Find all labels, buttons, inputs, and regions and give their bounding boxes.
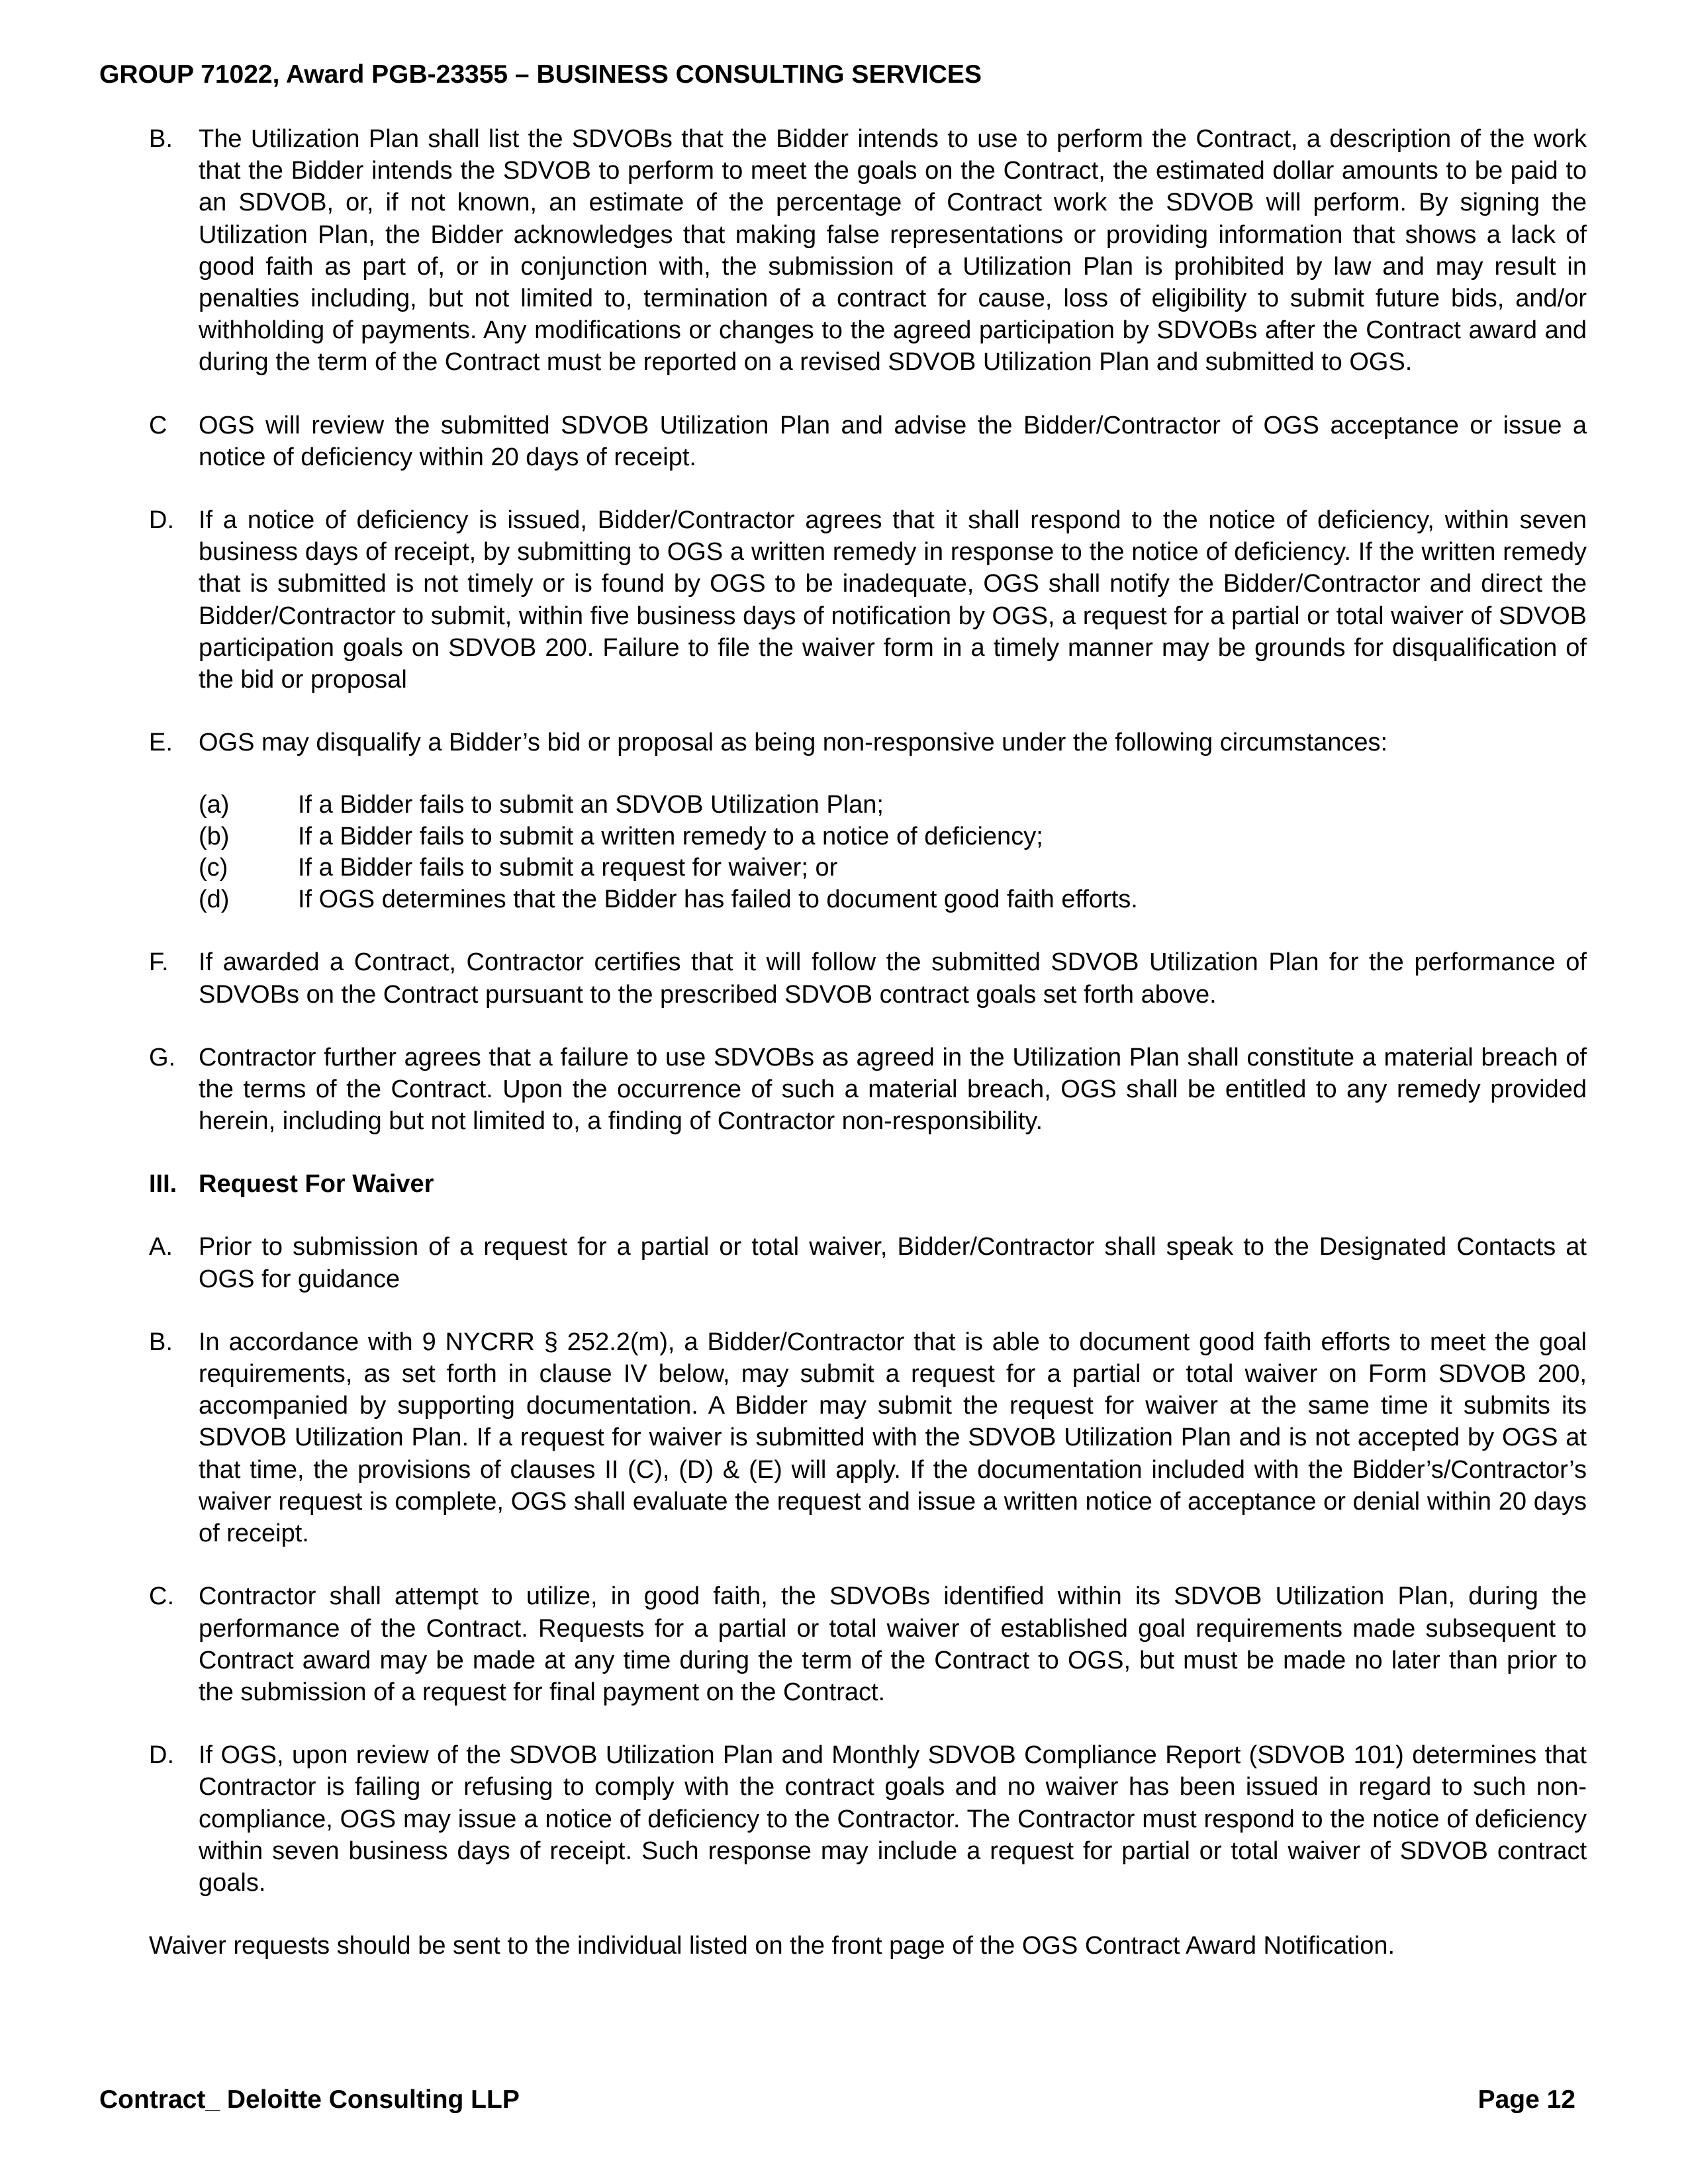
clause-ii-f [149,946,1587,1010]
clause-text: OGS will review the submitted SDVOB Utilization Plan and advise the Bidder/Contractor of OGS acceptance or issue a notice of deficiency within 20 days of receipt. [199,411,1587,471]
list-item-text: If a Bidder fails to submit an SDVOB Utilization Plan; [298,791,884,819]
clause-text: OGS may disqualify a Bidder’s bid or proposal as being non-responsive under the following circumstances: [199,729,1388,757]
clause-iii-c [149,1580,1587,1708]
list-item [199,852,1688,884]
clause-text: In accordance with 9 NYCRR § 252.2(m), a Bidder/Contractor that is able to document good faith efforts to meet the goal requirements, as set forth in clause IV below, may submit a request for a partial or total waiver on Form SDVOB 200, accompanied by supporting documentation. A Bidder may submit the request for waiver at the same time it submits its SDVOB Utilization Plan. If a request for waiver is submitted with the SDVOB Utilization Plan and is not accepted by OGS at that time, the provisions of clauses II (C), (D) & (E) will apply. If the documentation included with the Bidder’s/Contractor’s waiver request is complete, OGS shall evaluate the request and issue a written notice of acceptance or denial within 20 days of receipt. [199,1328,1587,1548]
closing-note: Waiver requests should be sent to the individual listed on the front page of the OGS Contract Award Notification. [149,1932,1395,1960]
list-item-marker: (c) [199,854,228,882]
clause-marker: B. [149,1328,173,1356]
clause-text: Contractor shall attempt to utilize, in good faith, the SDVOBs identified within its SDVOB Utilization Plan, during the performance of the Contract. Requests for a partial or total waiver of established goal requirements made subsequent to Contract award may be made at any time during the term of the Contract to OGS, but must be made no later than prior to the submission of a request for final payment on the Contract. [199,1582,1587,1706]
list-item [199,884,1688,916]
list-item-text: If a Bidder fails to submit a request for waiver; or [298,854,838,882]
clause-ii-d [149,504,1587,696]
clause-text: If awarded a Contract, Contractor certifies that it will follow the submitted SDVOB Utilization Plan for the performance of SDVOBs on the Contract pursuant to the prescribed SDVOB contract goals set forth above. [199,948,1587,1009]
list-item [199,790,1688,821]
clause-ii-c [149,410,1587,473]
clause-marker: C [149,411,167,439]
clause-marker: E. [149,729,173,757]
clause-marker: G. [149,1043,176,1071]
section-heading-request-for-waiver [149,1168,1688,1200]
clause-text: The Utilization Plan shall list the SDVOBs that the Bidder intends to use to perform the Contract, a description of the work that the Bidder intends the SDVOB to perform to meet the goals on the Contract, the estimated dollar amounts to be paid to an SDVOB, or, if not known, an estimate of the percentage of Contract work the SDVOB will perform. By signing the Utilization Plan, the Bidder acknowledges that making false representations or providing information that shows a lack of good faith as part of, or in conjunction with, the submission of a Utilization Plan is prohibited by law and may result in penalties including, but not limited to, termination of a contract for cause, loss of eligibility to submit future bids, and/or withholding of payments. Any modifications or changes to the agreed participation by SDVOBs after the Contract award and during the term of the Contract must be reported on a revised SDVOB Utilization Plan and submitted to OGS. [199,125,1587,377]
disqualification-list [199,790,1688,915]
clause-text: Prior to submission of a request for a partial or total waiver, Bidder/Contractor shall speak to the Designated Contacts at OGS for guidance [199,1233,1587,1293]
clause-iii-b [149,1326,1587,1549]
clause-ii-b [149,123,1587,379]
clause-marker: A. [149,1233,173,1261]
list-item-marker: (a) [199,791,230,819]
clause-iii-d [149,1739,1587,1899]
clause-text: If a notice of deficiency is issued, Bidder/Contractor agrees that it shall respond to the notice of deficiency, within seven business days of receipt, by submitting to OGS a written remedy in response to the notice of deficiency. If the written remedy that is submitted is not timely or is found by OGS to be inadequate, OGS shall notify the Bidder/Contractor and direct the Bidder/Contractor to submit, within five business days of notification by OGS, a request for a partial or total waiver of SDVOB participation goals on SDVOB 200. Failure to file the waiver form in a timely manner may be grounds for disqualification of the bid or proposal [199,506,1587,694]
list-item-text: If a Bidder fails to submit a written remedy to a notice of deficiency; [298,822,1043,850]
clause-marker: F. [149,948,169,977]
list-item-marker: (b) [199,822,230,850]
clause-iii-a [149,1231,1587,1295]
clause-ii-g [149,1042,1587,1138]
section-title: Request For Waiver [199,1170,434,1199]
clause-ii-e [149,727,1587,758]
list-item-text: If OGS determines that the Bidder has failed to document good faith efforts. [298,885,1138,913]
footer-contract-name: Contract_ Deloitte Consulting LLP [99,2085,520,2114]
clause-marker: B. [149,125,173,153]
clause-marker: D. [149,506,174,535]
clause-text: Contractor further agrees that a failure to use SDVOBs as agreed in the Utilization Plan shall constitute a material breach of the terms of the Contract. Upon the occurrence of such a material breach, OGS shall be entitled to any remedy provided herein, including but not limited to, a finding of Contractor non-responsibility. [199,1043,1587,1136]
section-number: III. [149,1170,177,1199]
clause-marker: C. [149,1582,174,1611]
page-header: GROUP 71022, Award PGB-23355 – BUSINESS CONSULTING SERVICES [99,60,982,89]
clause-text: If OGS, upon review of the SDVOB Utilization Plan and Monthly SDVOB Compliance Report (SDVOB 101) determines that Contractor is failing or refusing to comply with the contract goals and no waiver has been issued in regard to such non-compliance, OGS may issue a notice of deficiency to the Contractor. The Contractor must respond to the notice of deficiency within seven business days of receipt. Such response may include a request for partial or total waiver of SDVOB contract goals. [199,1741,1587,1897]
clause-marker: D. [149,1741,174,1770]
list-item [199,821,1688,853]
document-body [0,123,1688,1962]
page-number: Page 12 [1477,2085,1575,2114]
list-item-marker: (d) [199,885,230,913]
